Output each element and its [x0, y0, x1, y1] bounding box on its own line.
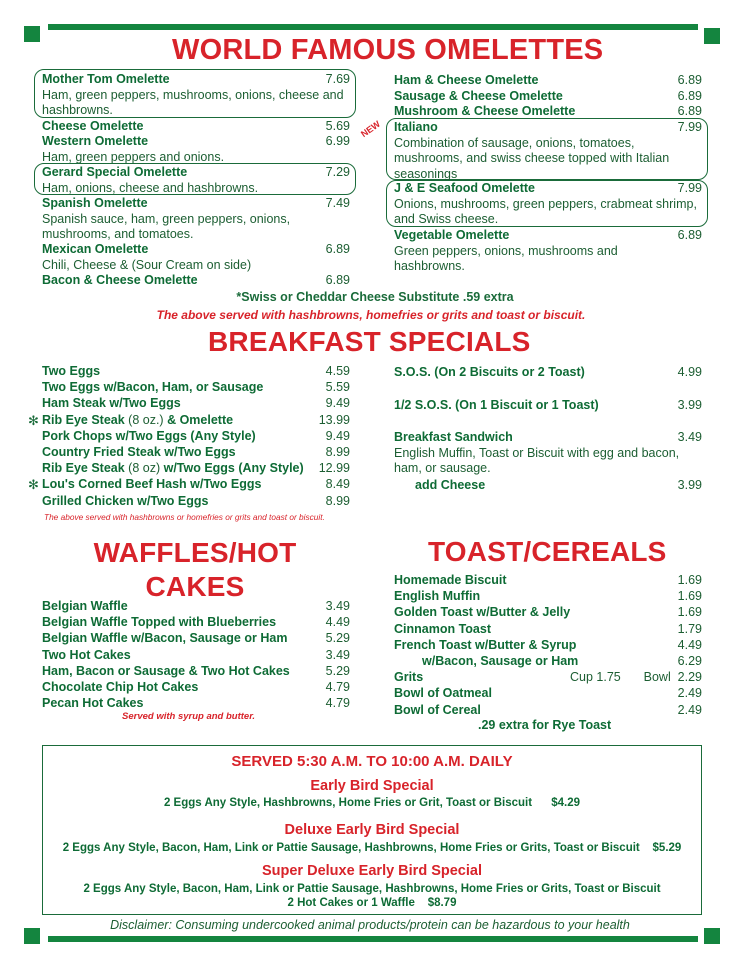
menu-item: Ham Steak w/Two Eggs 9.49	[42, 396, 350, 411]
cheese-substitute-note: *Swiss or Cheddar Cheese Substitute .59 extra	[236, 290, 514, 304]
corner-square-top-right	[704, 28, 720, 44]
menu-item: Bacon & Cheese Omelette 6.89	[42, 273, 350, 287]
menu-item: Two Hot Cakes 3.49	[42, 647, 350, 662]
breakfast-heading: BREAKFAST SPECIALS	[208, 326, 531, 357]
menu-item: Belgian Waffle Topped with Blueberries 4.49	[42, 615, 350, 630]
menu-item: S.O.S. (On 2 Biscuits or 2 Toast) 4.99	[394, 365, 702, 379]
served-hours-title: SERVED 5:30 A.M. TO 10:00 A.M. DAILY	[231, 753, 513, 770]
corner-square-top-left	[24, 26, 40, 42]
menu-item: Country Fried Steak w/Two Eggs 8.99	[42, 445, 350, 459]
menu-item: Spanish Omelette 7.49 Spanish sauce, ham, green peppers, onions, mushrooms, and tomatoes.	[42, 196, 350, 241]
disclaimer: Disclaimer: Consuming undercooked animal products/protein can be hazardous to your health	[110, 918, 630, 932]
menu-item: Gerard Special Omelette 7.29 Ham, onions, cheese and hashbrowns.	[42, 165, 350, 195]
menu-item: Golden Toast w/Butter & Jelly 1.69	[394, 605, 702, 620]
menu-item: Breakfast Sandwich 3.49 English Muffin, Toast or Biscuit with egg and bacon, ham, or sausage.	[394, 430, 702, 475]
menu-item: Bowl of Cereal 2.49	[394, 702, 702, 717]
menu-item: Western Omelette 6.99 Ham, green peppers and onions.	[42, 134, 350, 164]
menu-item: Rib Eye Steak (8 oz) w/Two Eggs (Any Style) 12.99	[42, 461, 350, 476]
menu-item: ✻ Rib Eye Steak (8 oz.) & Omelette 13.99	[28, 412, 350, 428]
early-bird-line: 2 Eggs Any Style, Hashbrowns, Home Fries or Grit, Toast or Biscuit $4.29	[163, 797, 581, 809]
menu-item: add Cheese 3.99	[415, 478, 702, 492]
menu-item: Cinnamon Toast 1.79	[394, 621, 702, 636]
star-icon: ✻	[28, 477, 39, 493]
menu-item: w/Bacon, Sausage or Ham 6.29	[422, 654, 702, 668]
menu-item: Mushroom & Cheese Omelette 6.89	[394, 104, 702, 118]
menu-item: Ham & Cheese Omelette 6.89	[394, 73, 702, 87]
menu-item: Sausage & Cheese Omelette 6.89	[394, 89, 702, 103]
menu-item: Belgian Waffle w/Bacon, Sausage or Ham 5.29	[42, 631, 350, 646]
new-badge: NEW	[359, 118, 382, 140]
menu-item: Bowl of Oatmeal 2.49	[394, 686, 702, 701]
deluxe-title: Deluxe Early Bird Special	[284, 822, 460, 838]
menu-item: Belgian Waffle 3.49	[42, 599, 350, 613]
menu-item: Chocolate Chip Hot Cakes 4.79	[42, 680, 350, 694]
menu-item: French Toast w/Butter & Syrup 4.49	[394, 637, 702, 652]
menu-item: Mexican Omelette 6.89 Chili, Cheese & (Sour Cream on side)	[42, 242, 350, 272]
early-bird-title: Early Bird Special	[310, 778, 434, 794]
menu-item: Cheese Omelette 5.69	[42, 119, 350, 133]
menu-item: English Muffin 1.69	[394, 589, 702, 604]
menu-item: 1/2 S.O.S. (On 1 Biscuit or 1 Toast) 3.99	[394, 398, 702, 412]
menu-item: Grits Cup 1.75 Bowl 2.29	[394, 670, 702, 685]
bottom-rule	[48, 936, 698, 942]
menu-item: Grilled Chicken w/Two Eggs 8.99	[42, 493, 350, 508]
menu-item: Two Eggs w/Bacon, Ham, or Sausage 5.59	[42, 380, 350, 395]
omelettes-served-note: The above served with hashbrowns, homefries or grits and toast or biscuit.	[156, 308, 586, 322]
rye-toast-note: .29 extra for Rye Toast	[478, 718, 612, 732]
deluxe-line: 2 Eggs Any Style, Bacon, Ham, Link or Pattie Sausage, Hashbrowns, Home Fries or Grits, Toast or Biscuit $5.29	[62, 842, 682, 854]
super-deluxe-line-2: 2 Hot Cakes or 1 Waffle $8.79	[287, 897, 457, 909]
menu-item: Two Eggs 4.59	[42, 364, 350, 378]
menu-item: Mother Tom Omelette 7.69 Ham, green peppers, mushrooms, onions, cheese and hashbrowns.	[42, 72, 350, 117]
menu-item: Ham, Bacon or Sausage & Two Hot Cakes 5.29	[42, 663, 350, 678]
super-deluxe-title: Super Deluxe Early Bird Special	[261, 863, 482, 879]
super-deluxe-line: 2 Eggs Any Style, Bacon, Ham, Link or Pattie Sausage, Hashbrowns, Home Fries or Grits, Toast or Biscuit	[83, 883, 661, 895]
menu-item: Vegetable Omelette 6.89 Green peppers, onions, mushrooms and hashbrowns.	[394, 228, 702, 273]
star-icon: ✻	[28, 412, 39, 428]
menu-item: Italiano 7.99 Combination of sausage, onions, tomatoes, mushrooms, and swiss cheese topped with Italian seasonings	[394, 120, 702, 181]
menu-item: J & E Seafood Omelette 7.99 Onions, mushrooms, green peppers, crabmeat shrimp, and Swiss cheese.	[394, 181, 702, 226]
breakfast-served-note: The above served with hashbrowns or homefries or grits and toast or biscuit.	[44, 512, 325, 522]
menu-item: Homemade Biscuit 1.69	[394, 573, 702, 587]
omelettes-heading: WORLD FAMOUS OMELETTES	[172, 34, 604, 66]
menu-item: Pork Chops w/Two Eggs (Any Style) 9.49	[42, 428, 350, 443]
menu-item: ✻ Lou's Corned Beef Hash w/Two Eggs 8.49	[28, 477, 350, 493]
toast-heading: TOAST/CEREALS	[428, 536, 667, 567]
menu-item: Pecan Hot Cakes 4.79	[42, 696, 350, 711]
top-rule	[48, 24, 698, 30]
waffles-heading: WAFFLES/HOT CAKES	[93, 537, 297, 602]
early-bird-box	[42, 745, 702, 915]
waffles-note: Served with syrup and butter.	[122, 711, 256, 722]
